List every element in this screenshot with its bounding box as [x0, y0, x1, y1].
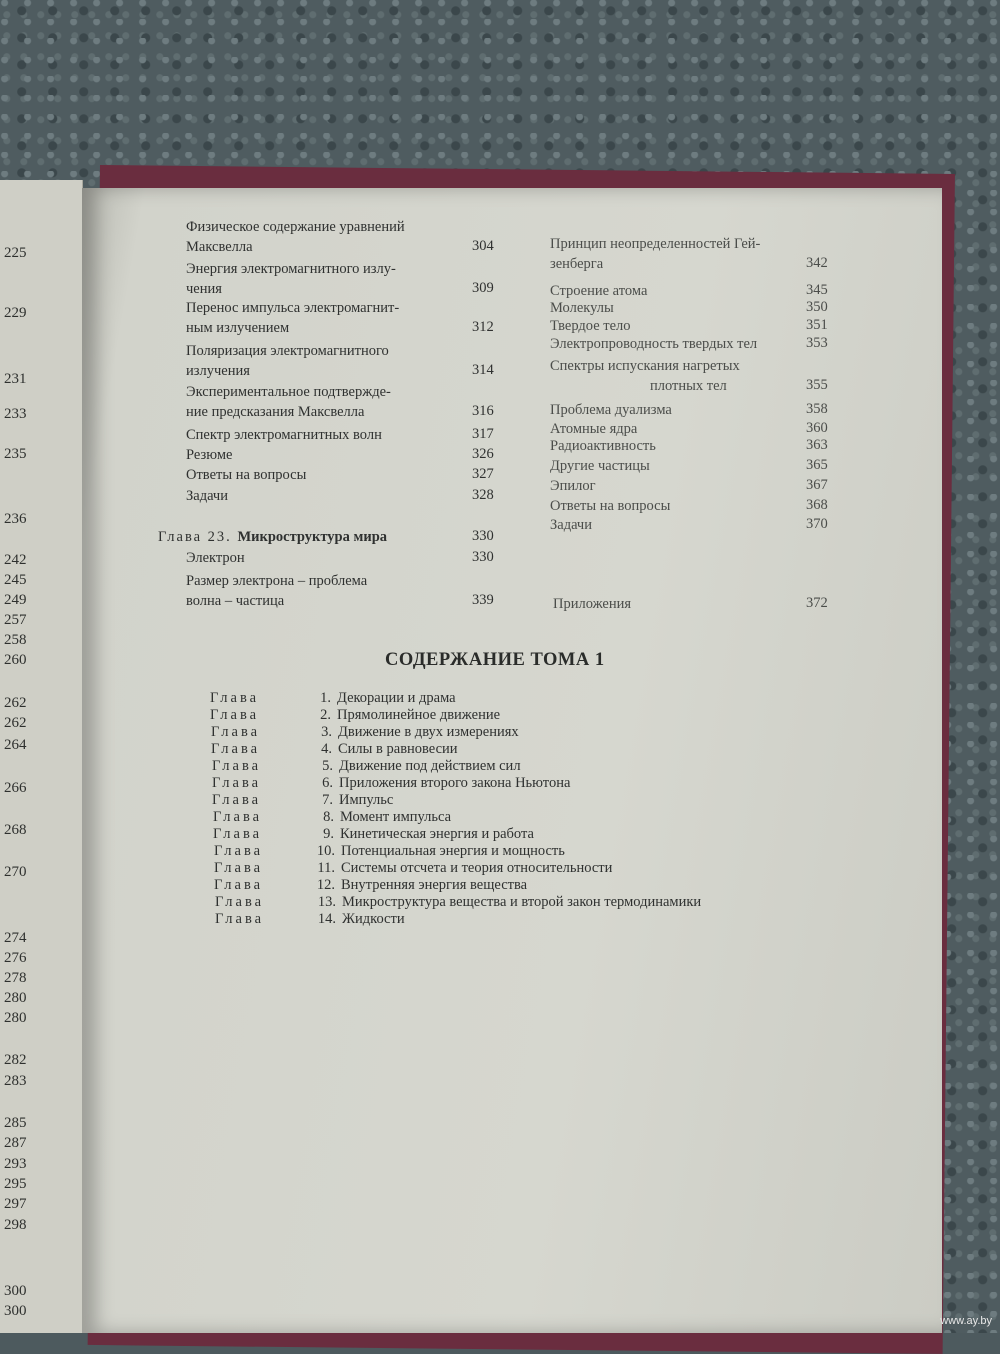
- toc-entry-line: Атомные ядра: [550, 421, 638, 437]
- toc-entry-page: 350: [806, 299, 828, 315]
- toc-entry-page: 330: [472, 549, 494, 565]
- margin-page-number: 262: [4, 715, 27, 731]
- toc-entry-page: 351: [806, 317, 828, 333]
- volume1-chapter: Глава 6. Приложения второго закона Ньютона: [212, 775, 571, 791]
- toc-entry-line: Другие частицы: [550, 458, 650, 474]
- toc-entry-page: 326: [472, 446, 494, 462]
- margin-page-number: 297: [4, 1196, 27, 1212]
- margin-page-number: 285: [4, 1115, 27, 1131]
- watermark: www.ay.by: [940, 1315, 992, 1327]
- volume1-chapter: Глава 11. Системы отсчета и теория относительности: [214, 860, 613, 876]
- toc-entry-page: 358: [806, 401, 828, 417]
- toc-entry-line: Строение атома: [550, 283, 648, 299]
- toc-entry-page: 339: [472, 592, 494, 608]
- margin-page-number: 300: [4, 1303, 27, 1319]
- margin-page-number: 268: [4, 822, 27, 838]
- toc-entry-line: Молекулы: [550, 300, 614, 316]
- toc-entry-page: 328: [472, 487, 494, 503]
- volume1-chapter: Глава 9. Кинетическая энергия и работа: [213, 826, 534, 842]
- toc-entry-page: 342: [806, 255, 828, 271]
- toc-entry-line: Размер электрона – проблема: [186, 573, 368, 589]
- toc-entry-line: Электрон: [186, 550, 245, 566]
- volume1-chapter: Глава 3. Движение в двух измерениях: [211, 724, 519, 740]
- toc-entry-line: Задачи: [186, 488, 228, 504]
- volume1-chapter: Глава 8. Момент импульса: [213, 809, 452, 825]
- margin-page-number: 270: [4, 864, 27, 880]
- toc-entry-page: 367: [806, 477, 828, 493]
- margin-page-number: 236: [4, 511, 27, 527]
- margin-page-number: 295: [4, 1176, 27, 1192]
- toc-entry-line: Поляризация электромагнитного: [186, 343, 389, 359]
- toc-entry-line: волна – частица: [186, 593, 285, 609]
- toc-entry-line: Спектры испускания нагретых: [550, 358, 740, 374]
- toc-entry-page: 370: [806, 516, 828, 532]
- toc-entry-page: 363: [806, 437, 828, 453]
- margin-page-number: 260: [4, 652, 27, 668]
- volume1-chapter: Глава 1. Декорации и драма: [210, 690, 456, 706]
- volume1-chapter: Глава 4. Силы в равновесии: [211, 741, 458, 757]
- toc-entry-line: излучения: [186, 363, 250, 379]
- margin-page-number: 266: [4, 780, 27, 796]
- margin-page-number: 242: [4, 552, 27, 568]
- volume1-chapter: Глава 14. Жидкости: [215, 911, 405, 927]
- margin-page-number: 278: [4, 970, 27, 986]
- toc-entry-page: 368: [806, 497, 828, 513]
- margin-page-number: 249: [4, 592, 27, 608]
- volume1-chapter: Глава 5. Движение под действием сил: [212, 758, 521, 774]
- margin-page-number: 225: [4, 245, 27, 261]
- margin-page-number: 257: [4, 612, 27, 628]
- toc-entry-page: 353: [806, 335, 828, 351]
- toc-entry-page: 309: [472, 280, 494, 296]
- margin-page-number: 280: [4, 990, 27, 1006]
- toc-entry-line: Спектр электромагнитных волн: [186, 427, 382, 443]
- toc-entry-line: Ответы на вопросы: [186, 467, 307, 483]
- toc-entry-page: 345: [806, 282, 828, 298]
- margin-page-number: 264: [4, 737, 27, 753]
- toc-entry-line: Радиоактивность: [550, 438, 656, 454]
- chapter-23-heading: Глава 23. Микроструктура мира: [158, 529, 388, 545]
- margin-page-number: 233: [4, 406, 27, 422]
- volume1-chapter: Глава 13. Микроструктура вещества и второй закон термодинамики: [215, 894, 702, 910]
- toc-entry-line: Эпилог: [550, 478, 596, 494]
- toc-entry-page: 365: [806, 457, 828, 473]
- margin-page-number: 282: [4, 1052, 27, 1068]
- toc-entry-line: Экспериментальное подтвержде-: [186, 384, 391, 400]
- toc-entry-page: 317: [472, 426, 494, 442]
- volume1-chapter: Глава 2. Прямолинейное движение: [210, 707, 501, 723]
- toc-entry-line: Резюме: [186, 447, 233, 463]
- toc-entry-page: 360: [806, 420, 828, 436]
- margin-page-number: 293: [4, 1156, 27, 1172]
- margin-page-number: 283: [4, 1073, 27, 1089]
- margin-page-number: 258: [4, 632, 27, 648]
- toc-entry-line: чения: [186, 281, 222, 297]
- toc-entry-line: ным излучением: [186, 320, 290, 336]
- toc-entry-line: Энергия электромагнитного излу-: [186, 261, 396, 277]
- appendix-page: 372: [806, 595, 828, 611]
- margin-page-number: 262: [4, 695, 27, 711]
- margin-page-number: 274: [4, 930, 27, 946]
- toc-entry-line: Электропроводность твердых тел: [550, 336, 758, 352]
- margin-page-number: 287: [4, 1135, 27, 1151]
- volume1-chapter: Глава 12. Внутренняя энергия вещества: [214, 877, 528, 893]
- margin-page-number: 235: [4, 446, 27, 462]
- chapter-23-page: 330: [472, 528, 494, 544]
- toc-entry-line: ние предсказания Максвелла: [186, 404, 365, 420]
- toc-entry-page: 316: [472, 403, 494, 419]
- margin-page-number: 276: [4, 950, 27, 966]
- toc-entry-line: Проблема дуализма: [550, 402, 672, 418]
- toc-entry-line: Твердое тело: [550, 318, 631, 334]
- volume1-chapter: Глава 10. Потенциальная энергия и мощность: [214, 843, 565, 859]
- toc-entry-page: 314: [472, 362, 494, 378]
- toc-entry-page: 355: [806, 377, 828, 393]
- margin-page-number: 231: [4, 371, 27, 387]
- volume1-chapter: Глава 7. Импульс: [212, 792, 394, 808]
- volume1-title: СОДЕРЖАНИЕ ТОМА 1: [385, 650, 605, 670]
- toc-entry-line: Максвелла: [186, 239, 253, 255]
- margin-page-number: 280: [4, 1010, 27, 1026]
- toc-entry-line: Принцип неопределенностей Гей-: [550, 236, 761, 252]
- toc-entry-page: 304: [472, 238, 494, 254]
- toc-entry-line: Задачи: [550, 517, 592, 533]
- toc-entry-page: 312: [472, 319, 494, 335]
- toc-entry-line: зенберга: [550, 256, 604, 272]
- toc-entry-line: Перенос импульса электромагнит-: [186, 300, 400, 316]
- appendix-label: Приложения: [553, 596, 632, 612]
- toc-entry-line: Ответы на вопросы: [550, 498, 671, 514]
- toc-entry-line: плотных тел: [650, 378, 727, 394]
- margin-page-number: 229: [4, 305, 27, 321]
- toc-entry-page: 327: [472, 466, 494, 482]
- margin-page-number: 298: [4, 1217, 27, 1233]
- margin-page-number: 300: [4, 1283, 27, 1299]
- margin-page-number: 245: [4, 572, 27, 588]
- toc-entry-line: Физическое содержание уравнений: [186, 219, 405, 235]
